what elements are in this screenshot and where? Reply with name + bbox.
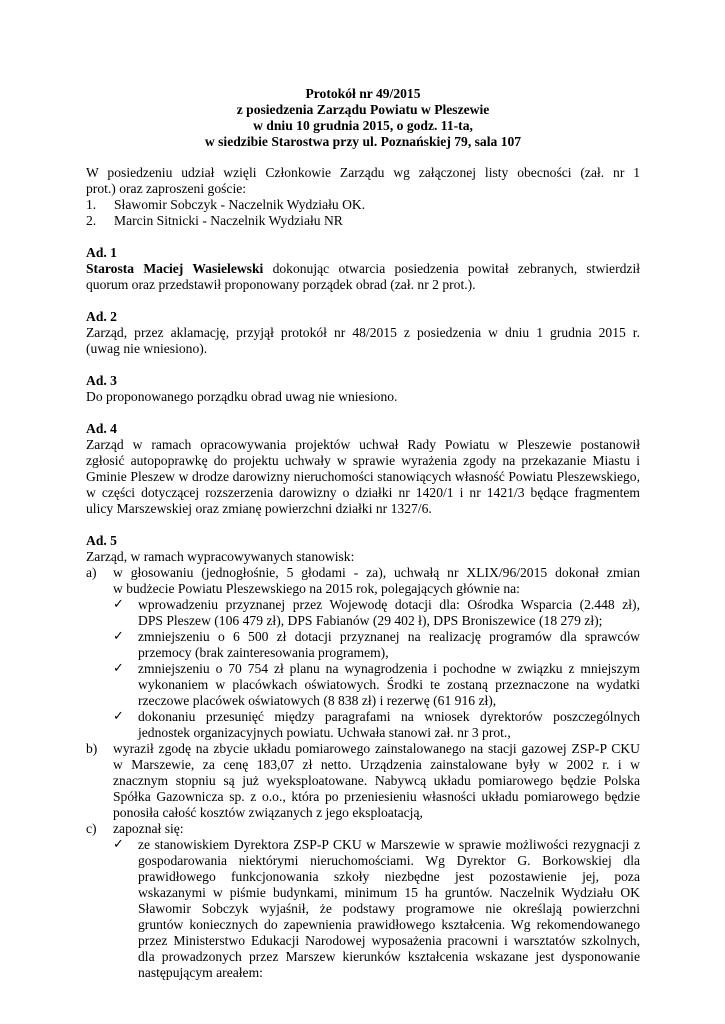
protocol-title: Protokół nr 49/2015 (305, 86, 421, 101)
budget-change-item (113, 709, 640, 741)
check-icon: ✓ (113, 709, 124, 724)
ad4-section (86, 421, 640, 517)
protocol-subtitle: z posiedzenia Zarządu Powiatu w Pleszewie (236, 102, 490, 117)
ad3-heading: Ad. 3 (86, 373, 117, 388)
ad1-line: quorum oraz przedstawił proponowany porządek obrad (zał. nr 2 prot.). (86, 277, 476, 292)
budget-change-item (113, 597, 640, 629)
guest-item (86, 197, 640, 213)
item-b-line: ponosiła całość kosztów związanych z jego eksploatacją, (113, 805, 423, 820)
budget-change-line: DPS Pleszew (106 479 zł), DPS Fabianów (29 402 ł), DPS Broniszewice (18 279 zł); (138, 613, 603, 628)
ad5-item-c (86, 821, 640, 981)
item-a-line: w budżecie Powiatu Pleszewskiego na 2015 rok, polegających głównie na: (113, 581, 520, 596)
ad1-line-rest: dokonując otwarcia posiedzenia powitał zebranych, stwierdził (263, 261, 640, 276)
ad5-item-a (86, 565, 640, 741)
protocol-location: w siedzibie Starostwa przy ul. Poznańskiej 79, sala 107 (204, 134, 522, 149)
ad4-heading: Ad. 4 (86, 421, 117, 436)
guest-item (86, 213, 640, 229)
budget-change-line: rzeczowe placówek oświatowych (8 838 zł) i rezerwę (61 916 zł), (138, 693, 497, 708)
item-letter: b) (86, 741, 98, 756)
item-b-line: Spółka Gazownicza sp. z o.o., która po przeniesieniu własności układu pomiarowego będzie (113, 789, 640, 804)
ad1-heading: Ad. 1 (86, 245, 117, 260)
item-b-line: w Marszewie, za cenę 183,07 zł netto. Urządzenia zainstalowane były w 2002 r. i w (113, 757, 640, 772)
budget-change-line: zmniejszeniu o 70 754 zł planu na wynagrodzenia i pochodne w związku z mniejszym (138, 661, 640, 676)
budget-change-line: jednostek organizacyjnych powiatu. Uchwała stanowi zał. nr 3 prot., (138, 725, 511, 740)
check-icon: ✓ (113, 661, 124, 676)
guest-number: 2. (86, 213, 97, 228)
position-line: gruntów koniecznych do zapewnienia prawidłowego kształcenia. Wg rekomendowanego (138, 917, 640, 932)
position-line: przez Ministerstwo Edukacji Narodowej wyposażenia pracowni i warsztatów szkolnych, (138, 933, 640, 948)
guest-name: Sławomir Sobczyk - Naczelnik Wydziału OK. (114, 197, 366, 212)
protocol-date: w dniu 10 grudnia 2015, o godz. 11-ta, (253, 118, 473, 133)
budget-change-line: zmniejszeniu o 6 500 zł dotacji przyznanej na realizację programów dla sprawców (138, 629, 640, 644)
ad3-section (86, 373, 640, 405)
position-line: Sławomir Sobczyk wyjaśnił, że podstawy programowe nie określają powierzchni (138, 901, 640, 916)
ad1-line (86, 261, 640, 277)
position-item (113, 837, 640, 981)
ad1-section (86, 245, 640, 293)
item-b-line: wyraził zgodę na zbycie układu pomiarowego zainstalowanego na stacji gazowej ZSP-P CKU (113, 741, 640, 756)
ad4-line: ulicy Marszewskiej oraz zmianę powierzchni działki nr 1327/6. (86, 501, 432, 516)
budget-change-line: dokonaniu przesunięć między paragrafami na wniosek dyrektorów poszczególnych (138, 709, 640, 724)
ad3-line: Do proponowanego porządku obrad uwag nie wniesiono. (86, 389, 398, 404)
guest-number: 1. (86, 197, 97, 212)
check-icon: ✓ (113, 597, 124, 612)
ad2-line: Zarząd, przez aklamację, przyjął protokół nr 48/2015 z posiedzenia w dniu 1 grudnia 2015 r. (86, 325, 640, 340)
ad5-section (86, 533, 640, 981)
budget-change-item (113, 661, 640, 709)
position-line: następującym areałem: (138, 965, 263, 980)
position-line: gospodarowania niektórymi nieruchomościami. Wg Dyrektor G. Borkowskiej dla (138, 853, 640, 868)
intro-section (86, 165, 640, 229)
check-icon: ✓ (113, 629, 124, 644)
ad4-line: w części dotyczącej rozszerzenia darowizny o działki nr 1420/1 i nr 1421/3 będące fragmentem (86, 485, 640, 500)
guest-name: Marcin Sitnicki - Naczelnik Wydziału NR (114, 213, 343, 228)
protocol-header (86, 86, 640, 150)
ad4-line: Gminie Pleszew w drodze darowizny nieruchomości stanowiących własność Powiatu Pleszewskiego, (86, 469, 640, 484)
check-icon: ✓ (113, 837, 124, 852)
ad5-item-b (86, 741, 640, 821)
ad2-section (86, 309, 640, 357)
starosta-name: Starosta Maciej Wasielewski (86, 261, 264, 276)
ad4-line: zgłosić autopoprawkę do projektu uchwały w sprawie wyrażenia zgody na przekazanie Miastu i (86, 453, 640, 468)
ad5-intro: Zarząd, w ramach wypracowywanych stanowisk: (86, 549, 355, 564)
ad4-line: Zarząd w ramach opracowywania projektów uchwał Rady Powiatu w Pleszewie postanowił (86, 437, 640, 452)
item-letter: a) (86, 565, 97, 580)
position-line: dla prowadzonych przez Marszew kierunków kształcenia wskazane jest dysponowanie (138, 949, 640, 964)
budget-change-line: wykonaniem w placówkach oświatowych. Środki te zostaną przeznaczone na wydatki (138, 677, 640, 692)
item-letter: c) (86, 821, 97, 836)
item-c-line: zapoznał się: (113, 821, 184, 836)
ad5-heading: Ad. 5 (86, 533, 117, 548)
position-line: prawidłowego funkcjonowania szkoły niezbędne jest pozostawienie jej, poza (138, 869, 640, 884)
document-page (86, 86, 640, 981)
ad2-heading: Ad. 2 (86, 309, 117, 324)
item-a-line: w głosowaniu (jednogłośnie, 5 głodami - za), uchwałą nr XLIX/96/2015 dokonał zmian (113, 565, 640, 580)
budget-change-line: wprowadzeniu przyznanej przez Wojewodę dotacji dla: Ośrodka Wsparcia (2.448 zł), (138, 597, 640, 612)
position-line: wskazanymi w piśmie budynkami, minimum 15 ha gruntów. Naczelnik Wydziału OK (138, 885, 640, 900)
item-b-line: znacznym stopniu są już wyeksploatowane. Nabywcą układu pomiarowego będzie Polska (113, 773, 640, 788)
position-line: ze stanowiskiem Dyrektora ZSP-P CKU w Marszewie w sprawie możliwości rezygnacji z (138, 837, 640, 852)
intro-line: W posiedzeniu udział wzięli Członkowie Zarządu wg załączonej listy obecności (zał. nr 1 (86, 165, 640, 180)
budget-change-line: przemocy (brak zainteresowania programem), (138, 645, 389, 660)
budget-change-item (113, 629, 640, 661)
ad2-line: (uwag nie wniesiono). (86, 341, 208, 356)
intro-line: prot.) oraz zaproszeni goście: (86, 181, 247, 196)
